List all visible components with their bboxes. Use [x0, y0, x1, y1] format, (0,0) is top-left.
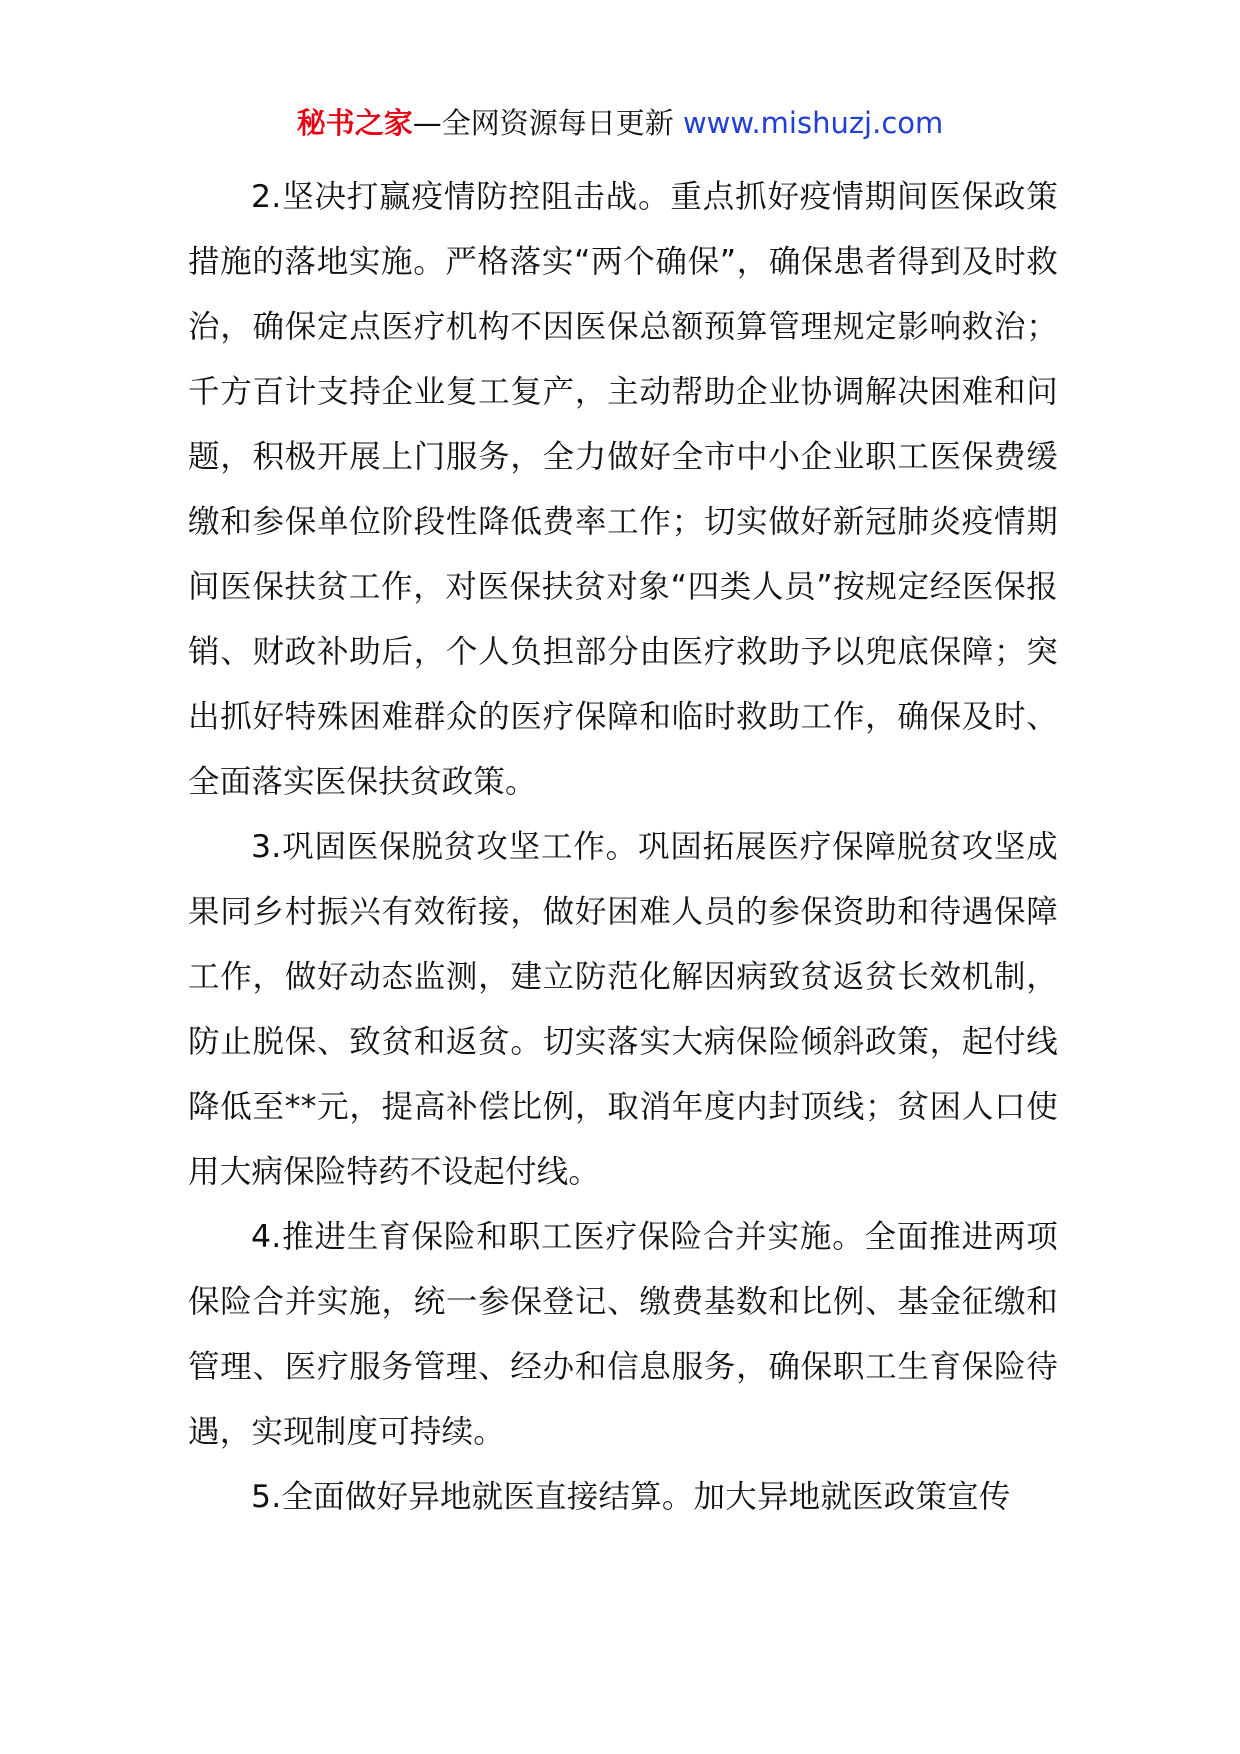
paragraph-epidemic-prevention: 2.坚决打赢疫情防控阻击战。重点抓好疫情期间医保政策措施的落地实施。严格落实“两个确保”，确保患者得到及时救治，确保定点医疗机构不因医保总额预算管理规定影响救治；千方百计支持企业复工复产，主动帮助企业协调解决困难和问题，积极开展上门服务，全力做好全市中小企业职工医保费缓缴和参保单位阶段性降低费率工作；切实做好新冠肺炎疫情期间医保扶贫工作，对医保扶贫对象“四类人员”按规定经医保报销、财政补助后，个人负担部分由医疗救助予以兜底保障；突出抓好特殊困难群众的医疗保障和临时救助工作，确保及时、全面落实医保扶贫政策。 — [188, 179, 1058, 800]
website-link[interactable]: www.mishuzj.com — [682, 106, 944, 140]
paragraph-remote-settlement: 5.全面做好异地就医直接结算。加大异地就医政策宣传 — [251, 1479, 1011, 1515]
document-body — [188, 165, 1058, 1530]
paragraph-poverty-alleviation: 3.巩固医保脱贫攻坚工作。巩固拓展医疗保障脱贫攻坚成果同乡村振兴有效衔接，做好困难人员的参保资助和待遇保障工作，做好动态监测，建立防范化解因病致贫返贫长效机制，防止脱保、致贫和返贫。切实落实大病保险倾斜政策，起付线降低至**元，提高补偿比例，取消年度内封顶线；贫困人口使用大病保险特药不设起付线。 — [188, 829, 1058, 1190]
brand-name: 秘书之家 — [296, 106, 413, 140]
page-header — [0, 103, 1240, 143]
header-tagline: —全网资源每日更新 — [412, 106, 674, 140]
paragraph-maternity-insurance: 4.推进生育保险和职工医疗保险合并实施。全面推进两项保险合并实施，统一参保登记、缴费基数和比例、基金征缴和管理、医疗服务管理、经办和信息服务，确保职工生育保险待遇，实现制度可持续。 — [188, 1219, 1058, 1450]
